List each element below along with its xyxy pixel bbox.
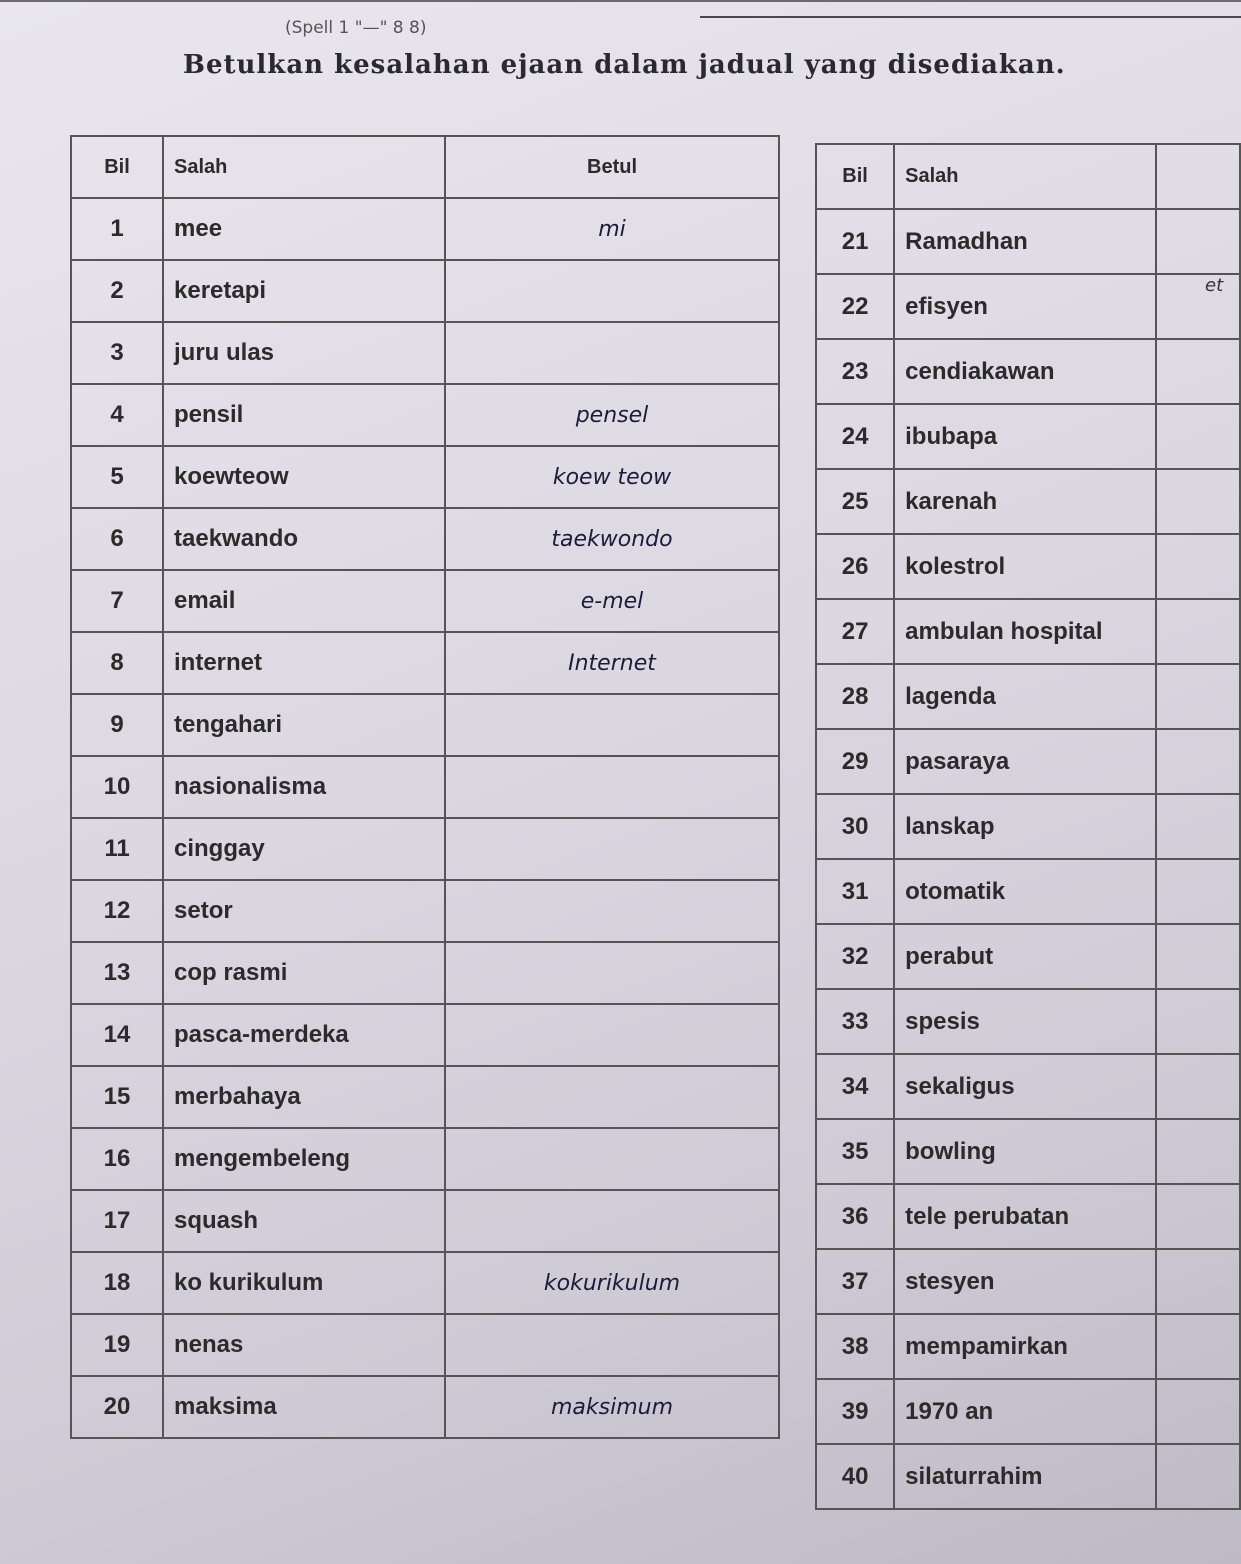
table-row [816,599,1240,664]
bil-cell: 30 [816,794,894,859]
table-row [71,756,779,818]
bil-cell: 27 [816,599,894,664]
table-row [816,1249,1240,1314]
table-row [816,404,1240,469]
salah-cell: cop rasmi [163,942,445,1004]
table-row [71,880,779,942]
table-row [816,1379,1240,1444]
salah-cell: merbahaya [163,1066,445,1128]
salah-cell: Ramadhan [894,209,1156,274]
betul-cell[interactable]: maksimum [445,1376,779,1438]
table-row [816,339,1240,404]
salah-cell: ambulan hospital [894,599,1156,664]
table-row [816,1184,1240,1249]
table-row [71,1128,779,1190]
salah-cell: stesyen [894,1249,1156,1314]
table-row [816,989,1240,1054]
bil-cell: 36 [816,1184,894,1249]
table-row [71,322,779,384]
betul-cell[interactable] [1156,1119,1240,1184]
betul-cell[interactable] [1156,1379,1240,1444]
bil-cell: 38 [816,1314,894,1379]
salah-cell: taekwando [163,508,445,570]
bil-cell: 15 [71,1066,163,1128]
table-row [71,1376,779,1438]
salah-cell: tengahari [163,694,445,756]
betul-cell[interactable] [1156,534,1240,599]
bil-cell: 4 [71,384,163,446]
bil-cell: 12 [71,880,163,942]
betul-cell[interactable] [445,756,779,818]
salah-cell: squash [163,1190,445,1252]
betul-cell[interactable] [1156,404,1240,469]
table-row [71,1314,779,1376]
salah-cell: spesis [894,989,1156,1054]
table-row [816,469,1240,534]
betul-cell[interactable] [445,260,779,322]
salah-cell: cendiakawan [894,339,1156,404]
table-row [71,260,779,322]
salah-cell: otomatik [894,859,1156,924]
betul-cell[interactable] [1156,1314,1240,1379]
table-row [71,508,779,570]
bil-cell: 21 [816,209,894,274]
betul-cell[interactable] [445,942,779,1004]
betul-cell[interactable]: koew teow [445,446,779,508]
salah-cell: setor [163,880,445,942]
betul-cell[interactable] [1156,729,1240,794]
betul-cell[interactable] [1156,664,1240,729]
betul-cell[interactable]: pensel [445,384,779,446]
betul-cell[interactable] [445,322,779,384]
salah-cell: email [163,570,445,632]
salah-cell: lanskap [894,794,1156,859]
salah-cell: mengembeleng [163,1128,445,1190]
salah-cell: silaturrahim [894,1444,1156,1509]
header-bil: Bil [816,144,894,209]
header-salah: Salah [894,144,1156,209]
bil-cell: 17 [71,1190,163,1252]
salah-cell: mee [163,198,445,260]
table-row [71,632,779,694]
spelling-table-left [70,135,780,1439]
bil-cell: 24 [816,404,894,469]
table-row [71,198,779,260]
bil-cell: 37 [816,1249,894,1314]
bil-cell: 1 [71,198,163,260]
margin-note: et [1205,275,1224,296]
salah-cell: perabut [894,924,1156,989]
betul-cell[interactable] [1156,339,1240,404]
bil-cell: 35 [816,1119,894,1184]
page-rule [700,16,1241,18]
table-row [71,1252,779,1314]
table-row [816,1314,1240,1379]
table-row [71,446,779,508]
bil-cell: 18 [71,1252,163,1314]
table-row [816,794,1240,859]
bil-cell: 13 [71,942,163,1004]
instruction-heading: Betulkan kesalahan ejaan dalam jadual yang disediakan. [183,50,1066,80]
betul-cell[interactable] [445,818,779,880]
betul-cell[interactable] [445,880,779,942]
table-row [71,1004,779,1066]
salah-cell: lagenda [894,664,1156,729]
salah-cell: keretapi [163,260,445,322]
salah-cell: pensil [163,384,445,446]
salah-cell: ibubapa [894,404,1156,469]
bil-cell: 23 [816,339,894,404]
salah-cell: kolestrol [894,534,1156,599]
salah-cell: karenah [894,469,1156,534]
bil-cell: 2 [71,260,163,322]
salah-cell: sekaligus [894,1054,1156,1119]
table-row [816,534,1240,599]
betul-cell[interactable]: mi [445,198,779,260]
table-row [816,859,1240,924]
salah-cell: pasaraya [894,729,1156,794]
table-row [71,694,779,756]
betul-cell[interactable] [1156,1054,1240,1119]
bil-cell: 40 [816,1444,894,1509]
bil-cell: 26 [816,534,894,599]
betul-cell[interactable] [445,1128,779,1190]
table-header-row [71,136,779,198]
salah-cell: maksima [163,1376,445,1438]
betul-cell[interactable] [1156,599,1240,664]
betul-cell[interactable] [445,1004,779,1066]
betul-cell[interactable]: kokurikulum [445,1252,779,1314]
salah-cell: pasca-merdeka [163,1004,445,1066]
betul-cell[interactable] [445,694,779,756]
table-row [816,664,1240,729]
salah-cell: nenas [163,1314,445,1376]
page-top-edge [0,0,1241,2]
table-row [816,274,1240,339]
table-row [816,1119,1240,1184]
bil-cell: 16 [71,1128,163,1190]
header-betul-blank [1156,144,1240,209]
salah-cell: tele perubatan [894,1184,1156,1249]
betul-cell[interactable] [1156,1184,1240,1249]
bil-cell: 11 [71,818,163,880]
bil-cell: 8 [71,632,163,694]
table-row [71,384,779,446]
bil-cell: 33 [816,989,894,1054]
header-bil: Bil [71,136,163,198]
betul-cell[interactable] [445,1066,779,1128]
salah-cell: bowling [894,1119,1156,1184]
betul-cell[interactable] [1156,924,1240,989]
betul-cell[interactable]: e-mel [445,570,779,632]
bil-cell: 29 [816,729,894,794]
table-row [71,570,779,632]
bil-cell: 3 [71,322,163,384]
header-betul: Betul [445,136,779,198]
spelling-table-right [815,143,1241,1510]
bil-cell: 19 [71,1314,163,1376]
betul-cell[interactable] [1156,859,1240,924]
salah-cell: nasionalisma [163,756,445,818]
header-salah: Salah [163,136,445,198]
betul-cell[interactable] [1156,274,1240,339]
salah-cell: ko kurikulum [163,1252,445,1314]
table-row [816,1054,1240,1119]
table-row [71,1066,779,1128]
bil-cell: 39 [816,1379,894,1444]
bil-cell: 25 [816,469,894,534]
bil-cell: 7 [71,570,163,632]
table-row [71,818,779,880]
bil-cell: 14 [71,1004,163,1066]
salah-cell: efisyen [894,274,1156,339]
bil-cell: 28 [816,664,894,729]
betul-cell[interactable]: Internet [445,632,779,694]
betul-cell[interactable] [445,1314,779,1376]
table-row [71,942,779,1004]
bil-cell: 6 [71,508,163,570]
salah-cell: koewteow [163,446,445,508]
table-row [816,1444,1240,1509]
salah-cell: juru ulas [163,322,445,384]
bil-cell: 5 [71,446,163,508]
bil-cell: 32 [816,924,894,989]
table-row [71,1190,779,1252]
bil-cell: 9 [71,694,163,756]
betul-cell[interactable] [1156,989,1240,1054]
table-row [816,729,1240,794]
bil-cell: 20 [71,1376,163,1438]
table-row [816,924,1240,989]
salah-cell: mempamirkan [894,1314,1156,1379]
salah-cell: 1970 an [894,1379,1156,1444]
handwritten-note: (Spell 1 "—" 8 8) [285,18,427,38]
betul-cell[interactable] [1156,209,1240,274]
betul-cell[interactable] [1156,1249,1240,1314]
bil-cell: 31 [816,859,894,924]
bil-cell: 22 [816,274,894,339]
bil-cell: 34 [816,1054,894,1119]
bil-cell: 10 [71,756,163,818]
salah-cell: cinggay [163,818,445,880]
betul-cell[interactable]: taekwondo [445,508,779,570]
betul-cell[interactable] [1156,1444,1240,1509]
table-row [816,209,1240,274]
betul-cell[interactable] [1156,794,1240,859]
salah-cell: internet [163,632,445,694]
table-header-row [816,144,1240,209]
betul-cell[interactable] [445,1190,779,1252]
betul-cell[interactable] [1156,469,1240,534]
